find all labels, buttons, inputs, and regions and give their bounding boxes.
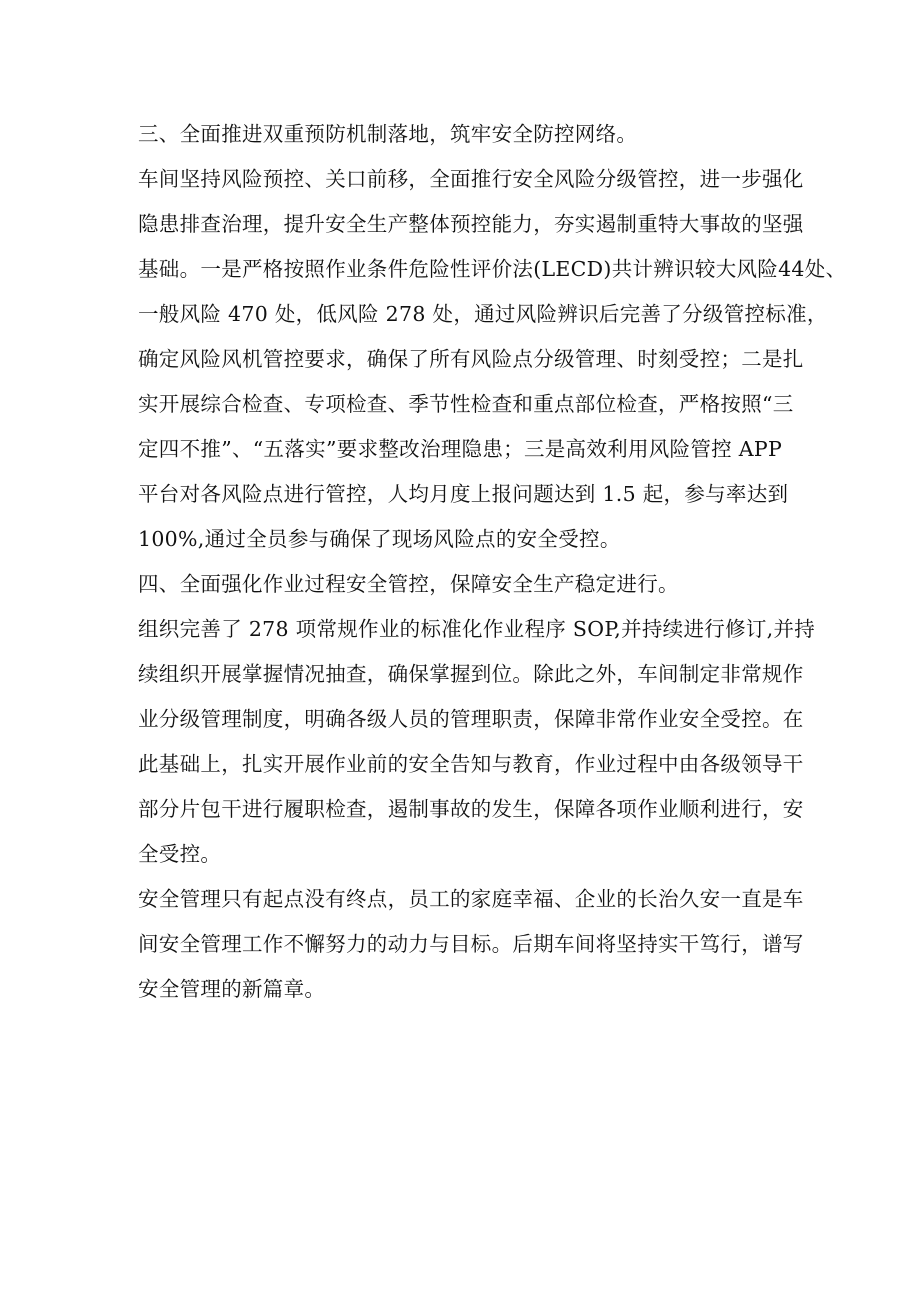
text-line: 部分片包干进行履职检查，遏制事故的发生，保障各项作业顺利进行，安 [138, 797, 804, 821]
text-line: 实开展综合检查、专项检查、季节性检查和重点部位检查，严格按照“三 [138, 392, 794, 416]
text-line: 隐患排查治理，提升安全生产整体预控能力，夯实遏制重特大事故的坚强 [138, 212, 804, 236]
text-line: 安全管理的新篇章。 [138, 977, 326, 1001]
text-line: 平台对各风险点进行管控，人均月度上报问题达到 1.5 起，参与率达到 [138, 482, 789, 506]
text-line: 业分级管理制度，明确各级人员的管理职责，保障非常作业安全受控。在 [138, 707, 804, 731]
text-line: 安全管理只有起点没有终点，员工的家庭幸福、企业的长治久安一直是车 [138, 887, 804, 911]
paragraph-conclusion [138, 877, 804, 1012]
text-line: 100%,通过全员参与确保了现场风险点的安全受控。 [138, 527, 621, 551]
text-line: 四、全面强化作业过程安全管控，保障安全生产稳定进行。 [138, 572, 679, 596]
text-line: 此基础上，扎实开展作业前的安全告知与教育，作业过程中由各级领导干 [138, 752, 804, 776]
text-line: 全受控。 [138, 842, 222, 866]
text-line: 一般风险 470 处，低风险 278 处，通过风险辨识后完善了分级管控标准， [138, 302, 828, 326]
text-line: 组织完善了 278 项常规作业的标准化作业程序 SOP,并持续进行修订,并持 [138, 617, 816, 641]
text-line: 车间坚持风险预控、关口前移，全面推行安全风险分级管控，进一步强化 [138, 167, 804, 191]
text-line: 续组织开展掌握情况抽查，确保掌握到位。除此之外，车间制定非常规作 [138, 662, 804, 686]
section-heading-four [138, 562, 788, 607]
text-line: 三、全面推进双重预防机制落地，筑牢安全防控网络。 [138, 122, 638, 146]
section-heading-three [138, 112, 788, 157]
text-line: 定四不推”、“五落实”要求整改治理隐患；三是高效利用风险管控 APP [138, 437, 783, 461]
document-body [138, 112, 847, 1012]
text-line: 间安全管理工作不懈努力的动力与目标。后期车间将坚持实干笃行，谱写 [138, 932, 804, 956]
paragraph-risk-control [138, 157, 847, 562]
text-line: 确定风险风机管控要求，确保了所有风险点分级管理、时刻受控；二是扎 [138, 347, 804, 371]
paragraph-operation-control [138, 607, 816, 877]
text-line: 基础。一是严格按照作业条件危险性评价法(LECD)共计辨识较大风险44处、 [138, 257, 847, 281]
